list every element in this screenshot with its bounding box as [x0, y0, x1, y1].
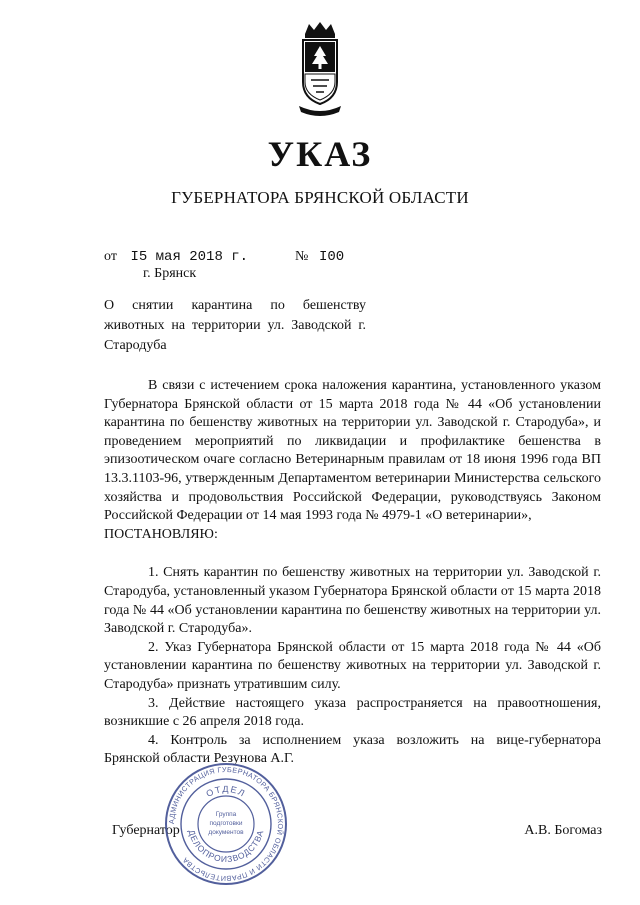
document-title: УКАЗ [267, 134, 373, 174]
stamp-center-line: документов [208, 829, 244, 836]
decree-point: 3. Действие настоящего указа распространяется на правоотношения, возникшие с 26 апреля 2018 года. [104, 695, 601, 730]
stamp-center-line: Группа [215, 811, 237, 818]
stamp-outer-text: АДМИНИСТРАЦИЯ ГУБЕРНАТОРА БРЯНСКОЙ ОБЛАСТИ И ПРАВИТЕЛЬСТВА [166, 764, 286, 884]
stamp-center-line: подготовки [209, 820, 243, 827]
preamble-paragraph: В связи с истечением срока наложения карантина, установленного указом Губернатора Брянской области от 15 марта 2018 года № 44 «Об установлении карантина по бешенству животных на территории ул. Заводской г. Стародуба», и проведением мероприятий по ликвидации и профилактике бешенства в эпизоотическом очаге согласно Ветеринарным правилам от 18 июня 1996 года ВП 13.3.1103-96, утвержденным Департаментом ветеринарии Министерства сельского хозяйства и продовольствия Российской Федерации, руководствуясь Законом Российской Федерации от 14 мая 1993 года № 4979-1 «О ветеринарии», [104, 378, 601, 524]
city: г. Брянск [143, 266, 197, 281]
decree-body [104, 377, 601, 769]
number-prefix: № [295, 249, 309, 264]
stamp-inner-top-text: ОТДЕЛ [204, 783, 248, 799]
signatory-post: Губернатор [112, 823, 180, 838]
date-prefix: от [104, 249, 117, 264]
official-stamp-icon [164, 762, 288, 886]
signatory-name: А.В. Богомаз [524, 823, 602, 838]
decree-points [104, 564, 601, 769]
decree-word: ПОСТАНОВЛЯЮ: [104, 526, 218, 542]
document-subtitle: ГУБЕРНАТОРА БРЯНСКОЙ ОБЛАСТИ [171, 188, 469, 207]
stamp-inner-bottom-text: ДЕЛОПРОИЗВОДСТВА [186, 828, 266, 865]
decree-subject: О снятии карантина по бешенству животных на территории ул. Заводской г. Стародуба [104, 298, 366, 353]
date-number-row [104, 249, 345, 265]
number-value: I00 [319, 249, 345, 265]
decree-point: 1. Снять карантин по бешенству животных на территории ул. Заводской г. Стародуба, установленный указом Губернатора Брянской области от 15 марта 2018 года № 44 «Об установлении карантина по бешенству животных на территории ул. Заводской г. Стародуба». [104, 565, 601, 637]
svg-text:ОТДЕЛ [205, 784, 248, 799]
coat-of-arms-icon [295, 20, 345, 120]
decree-point: 2. Указ Губернатора Брянской области от 15 марта 2018 года № 44 «Об установлении карантина по бешенству животных на территории ул. Заводской г. Стародуба» признать утратившим силу. [104, 639, 601, 692]
date-value: I5 мая 2018 г. [130, 249, 249, 265]
decree-point: 4. Контроль за исполнением указа возложить на вице-губернатора Брянской области Резунова А.Г. [104, 732, 601, 767]
